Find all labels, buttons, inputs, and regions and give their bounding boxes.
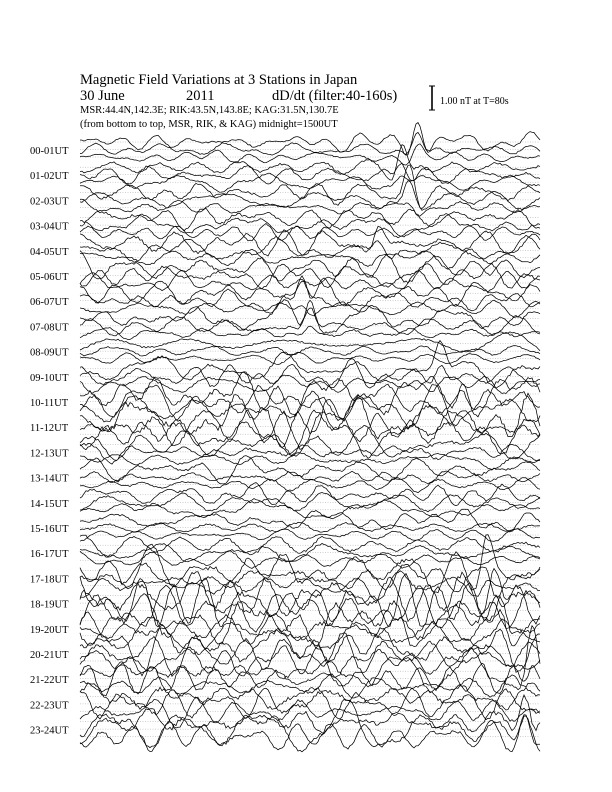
hour-label: 09-10UT xyxy=(30,372,69,384)
hour-label: 06-07UT xyxy=(30,297,69,309)
trace-msr xyxy=(80,199,540,216)
trace-msr xyxy=(80,144,540,165)
trace-kag xyxy=(80,425,540,460)
hour-label: 07-08UT xyxy=(30,322,69,334)
trace-msr xyxy=(80,270,540,292)
hour-label: 12-13UT xyxy=(30,448,69,460)
trace-rik xyxy=(80,384,540,420)
trace-rik xyxy=(80,700,540,752)
hour-label: 19-20UT xyxy=(30,624,69,636)
trace-kag xyxy=(80,300,540,334)
chart-date: 30 June xyxy=(80,88,125,104)
trace-msr xyxy=(80,453,540,470)
trace-msr xyxy=(80,478,540,493)
hour-label: 13-14UT xyxy=(30,473,69,485)
trace-msr xyxy=(80,551,540,569)
hour-label: 10-11UT xyxy=(30,398,69,409)
hour-label: 15-16UT xyxy=(30,524,69,535)
scale-label: 1.00 nT at T=80s xyxy=(440,96,509,107)
hour-label: 23-24UT xyxy=(30,725,69,737)
hour-label: 11-12UT xyxy=(30,423,69,435)
hour-label: 05-06UT xyxy=(30,272,69,283)
hour-label: 20-21UT xyxy=(30,650,69,661)
trace-rik xyxy=(80,181,540,211)
station-coordinates: MSR:44.4N,142.3E; RIK:43.5N,143.8E; KAG:31.5N,130.7E xyxy=(80,105,339,116)
hour-label: 08-09UT xyxy=(30,347,69,359)
hour-label: 04-05UT xyxy=(30,246,69,258)
hour-label: 18-19UT xyxy=(30,599,69,611)
hour-label: 03-04UT xyxy=(30,221,69,233)
hour-label: 01-02UT xyxy=(30,171,69,183)
component-label: dD/dt (filter:40-160s) xyxy=(272,88,398,104)
hour-label: 21-22UT xyxy=(30,675,69,687)
trace-kag xyxy=(80,227,540,257)
trace-rik xyxy=(80,443,540,464)
hour-label: 00-01UT xyxy=(30,146,69,157)
trace-kag xyxy=(80,251,540,283)
trace-msr xyxy=(80,173,540,192)
hour-label: 16-17UT xyxy=(30,549,69,561)
trace-msr xyxy=(80,249,540,269)
trace-kag xyxy=(80,695,540,737)
trace-kag xyxy=(80,332,540,352)
hour-label: 14-15UT xyxy=(30,498,69,510)
chart-title: Magnetic Field Variations at 3 Stations in Japan xyxy=(80,72,358,88)
trace-msr xyxy=(80,224,540,241)
hour-label: 17-18UT xyxy=(30,574,69,586)
hour-label: 22-23UT xyxy=(30,700,69,712)
hour-label: 02-03UT xyxy=(30,196,69,208)
chart-year: 2011 xyxy=(186,88,215,104)
station-order-note: (from bottom to top, MSR, RIK, & KAG) midnight=1500UT xyxy=(80,119,338,130)
